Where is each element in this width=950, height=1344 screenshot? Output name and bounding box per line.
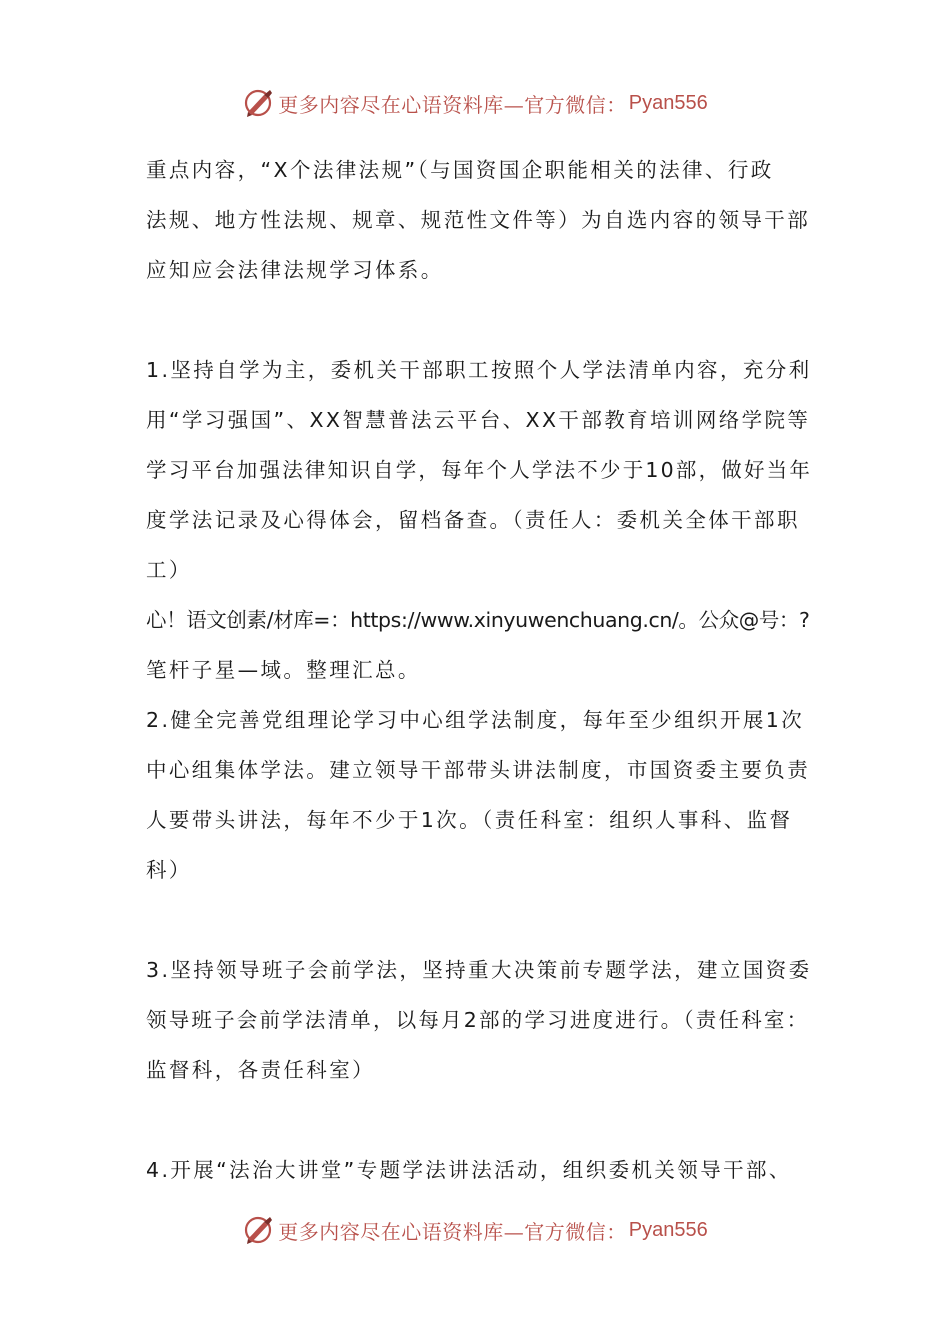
text-line: 重点内容，“X个法律法规”（与国资国企职能相关的法律、行政 bbox=[146, 158, 774, 182]
text-line: 学习平台加强法律知识自学，每年个人学法不少于10部，做好当年 bbox=[146, 458, 813, 482]
text-line: 科） bbox=[146, 858, 192, 882]
paragraph-gap bbox=[146, 295, 814, 345]
text-line: 法规、地方性法规、规章、规范性文件等）为自选内容的领导干部 bbox=[146, 208, 811, 232]
text-line: 中心组集体学法。建立领导干部带头讲法制度，市国资委主要负责 bbox=[146, 758, 811, 782]
text-line: 1.坚持自学为主，委机关干部职工按照个人学法清单内容，充分利 bbox=[146, 358, 812, 382]
text-line: 领导班子会前学法清单，以每月2部的学习进度进行。（责任科室： bbox=[146, 1008, 810, 1032]
footer-banner-text: 更多内容尽在心语资料库—官方微信： bbox=[278, 1219, 627, 1244]
header-wechat-id: Pyan556 bbox=[628, 91, 708, 114]
text-line: 应知应会法律法规学习体系。 bbox=[146, 258, 444, 282]
text-line: 3.坚持领导班子会前学法，坚持重大决策前专题学法，建立国资委 bbox=[146, 958, 812, 982]
text-line: 监督科，各责任科室） bbox=[146, 1058, 375, 1082]
paragraph-gap bbox=[146, 1095, 814, 1145]
text-line: 4.开展“法治大讲堂”专题学法讲法活动，组织委机关领导干部、 bbox=[146, 1158, 792, 1182]
text-line: 心！语文创素/材库=：https://www.xinyuwenchuang.cn/。公众@号：? bbox=[146, 608, 810, 632]
paragraph-gap bbox=[146, 895, 814, 945]
text-line: 人要带头讲法，每年不少于1次。（责任科室：组织人事科、监督 bbox=[146, 808, 793, 832]
text-line: 度学法记录及心得体会，留档备查。（责任人：委机关全体干部职 bbox=[146, 508, 800, 532]
text-line: 2.健全完善党组理论学习中心组学法制度，每年至少组织开展1次 bbox=[146, 708, 805, 732]
header-banner-text: 更多内容尽在心语资料库—官方微信： bbox=[278, 92, 627, 117]
document-body bbox=[146, 145, 814, 1195]
header-banner bbox=[0, 83, 950, 123]
text-line: 用“学习强国”、XX智慧普法云平台、XX干部教育培训网络学院等 bbox=[146, 408, 811, 432]
text-line: 工） bbox=[146, 558, 192, 582]
pen-logo-icon bbox=[242, 86, 276, 120]
text-line: 笔杆子星—域。整理汇总。 bbox=[146, 658, 421, 682]
pen-logo-icon bbox=[242, 1213, 276, 1247]
footer-wechat-id: Pyan556 bbox=[628, 1218, 708, 1241]
footer-banner bbox=[0, 1210, 950, 1250]
